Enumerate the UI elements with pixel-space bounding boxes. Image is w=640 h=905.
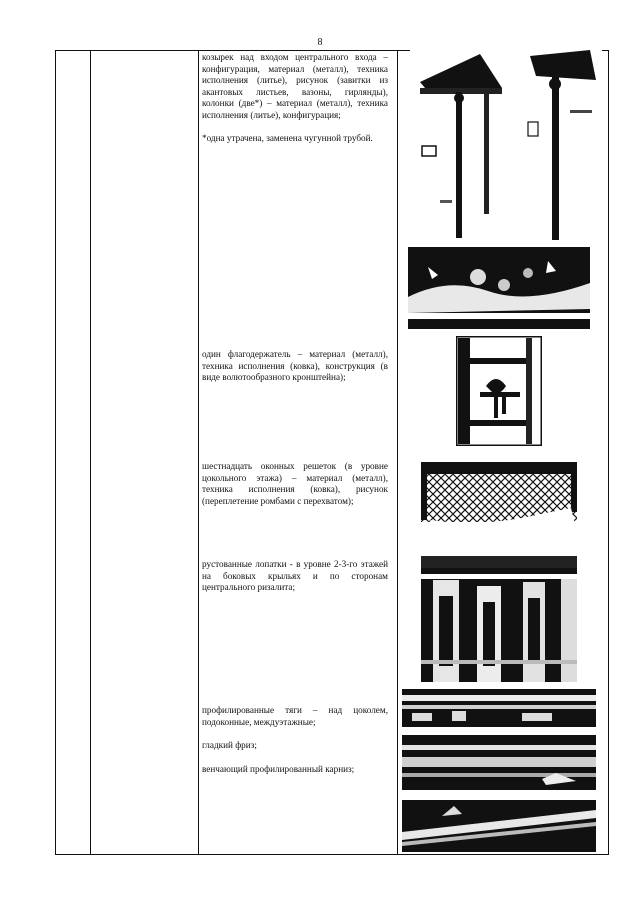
string-course-photo xyxy=(402,689,596,727)
canopy-detail-photo xyxy=(408,247,590,329)
frieze-photo xyxy=(402,735,596,790)
flag-holder-photo xyxy=(456,336,542,446)
pilasters-text: рустованные лопатки - в уровне 2-3-го этажей на боковых крыльях и по сторонам центрального ризалита; xyxy=(202,559,388,593)
pilasters-description xyxy=(202,559,388,594)
canopy-text: козырек над входом центрального входа – конфигурация, материал (металл), техника исполнения (литье), рисунок (завитки из акантовых листьев, вазоны, гирлянды), колонки (две*) – материал (металл), техника исполнения (литье), конфигурация; xyxy=(202,52,388,120)
canopy-photo xyxy=(410,50,602,242)
flag-holder-text: один флагодержатель – материал (металл), техника исполнения (ковка), конструкция (в виде волютообразного кронштейна); xyxy=(202,349,388,383)
window-grilles-description xyxy=(202,461,388,507)
column-divider xyxy=(90,51,91,854)
column-divider xyxy=(397,51,398,854)
window-grilles-text: шестнадцать оконных решеток (в уровне цокольного этажа) – материал (металл), техника исполнения (ковка), рисунок (переплетение ромбами с перехватом); xyxy=(202,461,388,506)
cornice-photo xyxy=(402,796,596,852)
cornices-description xyxy=(202,705,388,775)
cornices-text-1: профилированные тяги – над цоколем, подоконные, междуэтажные; xyxy=(202,705,388,727)
cornices-text-2: гладкий фриз; xyxy=(202,740,257,751)
cornices-text-3: венчающий профилированный карниз; xyxy=(202,763,355,774)
flag-holder-description xyxy=(202,349,388,384)
column-divider xyxy=(198,51,199,854)
pilasters-photo xyxy=(421,556,577,682)
canopy-footnote: *одна утрачена, заменена чугунной трубой. xyxy=(202,132,373,143)
canopy-description xyxy=(202,52,388,144)
window-grille-photo xyxy=(421,462,577,532)
page-number: 8 xyxy=(317,37,323,48)
